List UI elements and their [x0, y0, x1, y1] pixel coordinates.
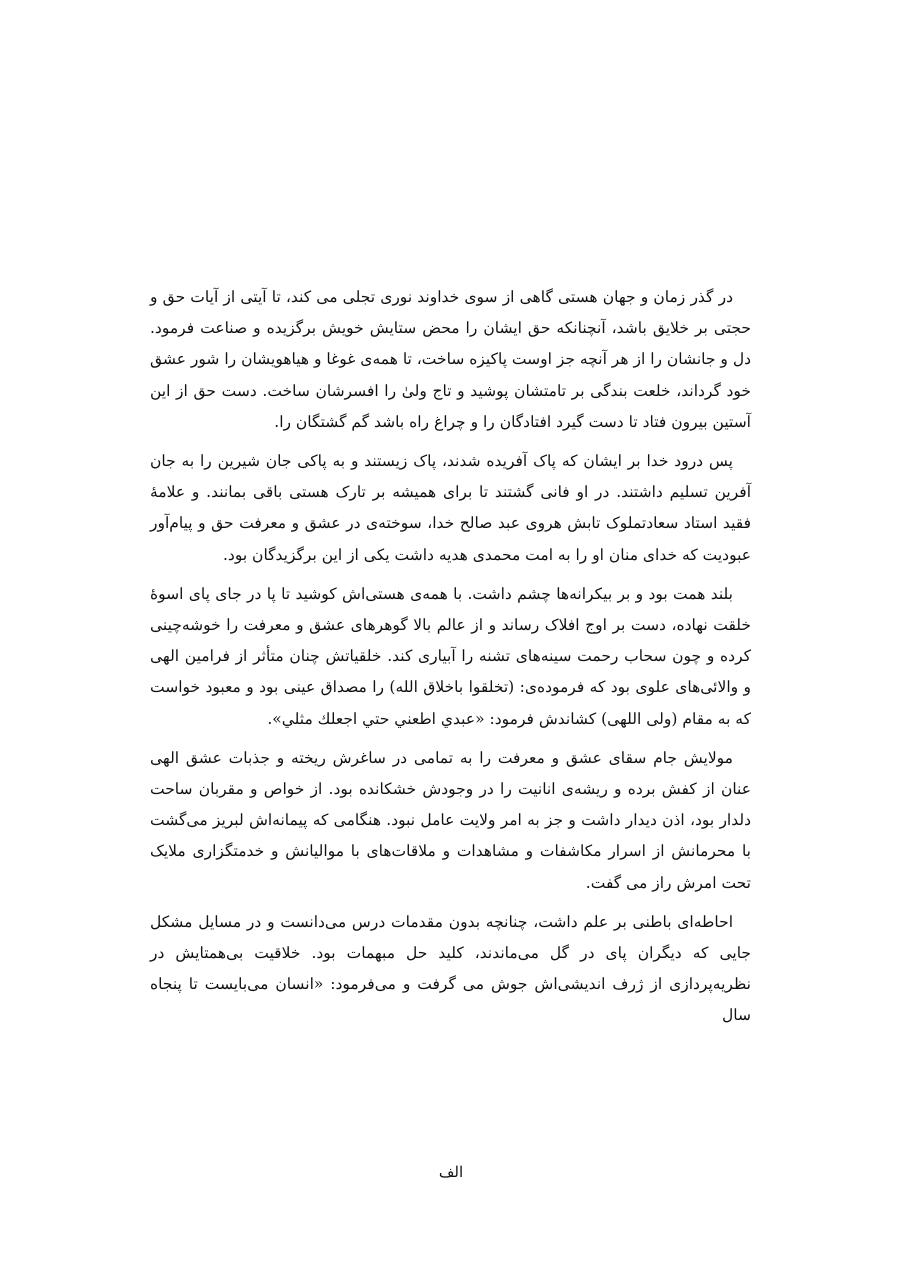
paragraph-4: مولایش جام سقای عشق و معرفت را به تمامی در ساغرش ریخته و جذبات عشق الهی عنان از کفش برده و ریشه‌ی انانیت را در وجودش خشکانده بود. از خواص و مقربان ساحت دلدار بود، اذن دیدار داشت و جز به امر ولایت عامل نبود. هنگامی که پیمانه‌اش لبریز می‌گشت با محرمانش از اسرار مکاشفات و مشاهدات و ملاقات‌های با موالیانش و خدمتگزاری ملایک تحت امرش راز می گفت. — [150, 748, 751, 892]
paragraph-3: بلند همت بود و بر بیکرانه‌ها چشم داشت. با همه‌ی هستی‌اش کوشید تا پا در جای پای اسوهٔ خلقت نهاده، دست بر اوج افلاک رساند و از عالم بالا گوهرهای عشق و معرفت را خوشه‌چینی کرده و چون سحاب رحمت سینه‌های تشنه را آبیاری کند. خلقیاتش چنان متأثر از فرامین الهی و والائی‌های علوی بود که فرموده‌ی: (تخلقوا باخلاق الله) را مصداق عینی بود و معبود خواست که به مقام (ولی اللهی) کشاندش فرمود: «عبدي اطعني حتي اجعلك مثلي». — [150, 584, 751, 728]
paragraph-1: در گذر زمان و جهان هستی گاهی از سوی خداوند نوری تجلی می کند، تا آیتی از آیات حق و حجتی بر خلایق باشد، آنچنانکه حق ایشان را محض ستایش خویش برگزیده و صناعت فرمود. دل و جانشان را از هر آنچه جز اوست پاکیزه ساخت، تا همه‌ی غوغا و هیاهویشان را شور عشق خود گرداند، خلعت بندگی بر تامتشان پوشید و تاج ولیٰ را افسرشان ساخت. دست حق از این آستین بیرون فتاد تا دست گیرد افتادگان را و چراغ راه باشد گم گشتگان را. — [150, 288, 751, 431]
paragraph-2: پس درود خدا بر ایشان که پاک آفریده شدند، پاک زیستند و به پاکی جان شیرین را به جان آفرین تسلیم داشتند. در او فانی گشتند تا برای همیشه بر تارک هستی باقی بمانند. و علامهٔ فقید استاد سعادتملوک تابش هروی عبد صالح خدا، سوخته‌ی در عشق و معرفت حق و پیام‌آور عبودیت که خدای منان او را به امت محمدی هدیه داشت یکی از این برگزیدگان بود. — [150, 452, 751, 564]
paragraph-5: احاطه‌ای باطنی بر علم داشت، چنانچه بدون مقدمات درس می‌دانست و در مسایل مشکل جایی که دیگران پای در گل می‌ماندند، کلید حل مبهمات بود. خلاقیت بی‌همتایش در نظریه‌پردازی از ژرف اندیشی‌اش جوش می گرفت و می‌فرمود: «انسان می‌بایست تا پنجاه سال — [150, 912, 751, 1025]
page-number: الف — [438, 1163, 464, 1181]
body-text — [150, 282, 751, 1040]
